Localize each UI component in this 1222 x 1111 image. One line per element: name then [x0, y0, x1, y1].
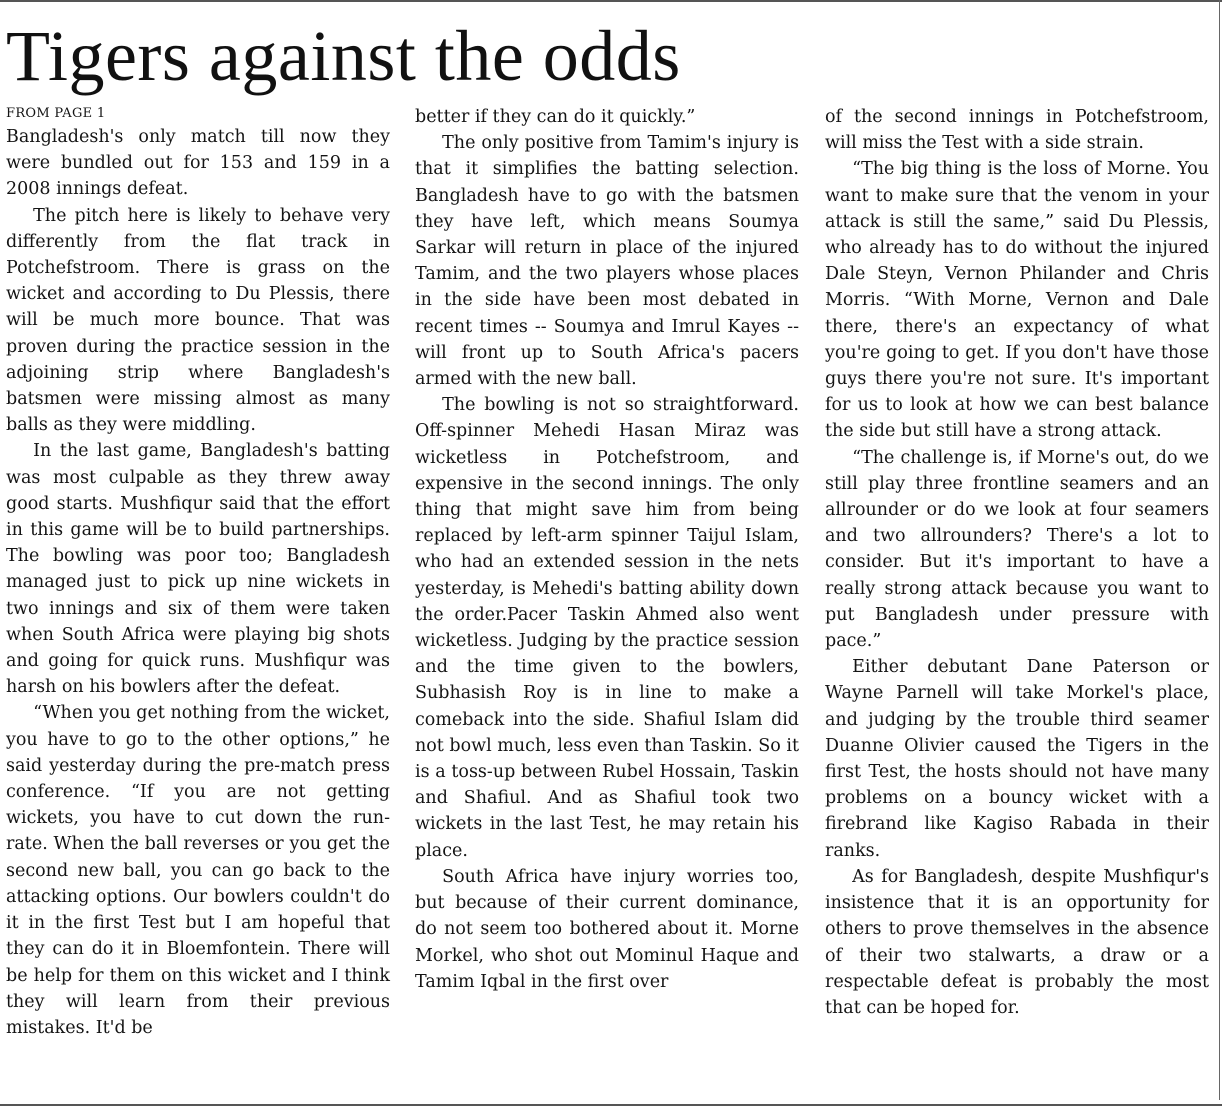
paragraph: of the second innings in Potchefstroom, will miss the Test with a side strain. — [825, 107, 1209, 154]
paragraph: better if they can do it quickly.” — [415, 107, 696, 127]
right-rule — [1219, 0, 1220, 1100]
top-rule — [0, 0, 1222, 2]
paragraph: “The big thing is the loss of Morne. You want to make sure that the venom in your attack is still the same,” said Du Plessis, who already has to do without the injured Dale Steyn, Vernon Philander and Chris Morris. “With Morne, Vernon and Dale there, there's an expectancy of what you're going to get. If you don't have those guys there you're not sure. It's important for us to look at how we can best balance the side but still have a strong attack. — [825, 159, 1209, 442]
article-column-1 — [6, 104, 390, 1100]
article-column-2 — [415, 104, 799, 1100]
paragraph: As for Bangladesh, despite Mushfiqur's insistence that it is an opportunity for others to prove themselves in the absence of their two stalwarts, a draw or a respectable defeat is probably the most that can be hoped for. — [825, 866, 1209, 1018]
paragraph: Bangladesh's only match till now they were bundled out for 153 and 159 in a 2008 innings defeat. — [6, 127, 390, 200]
headline: Tigers against the odds — [6, 16, 681, 96]
paragraph: “The challenge is, if Morne's out, do we still play three frontline seamers and an allrounder or do we look at four seamers and two allrounders? There's a lot to consider. But it's important to have a really strong attack because you want to put Bangladesh under pressure with pace.” — [825, 447, 1209, 652]
paragraph: “When you get nothing from the wicket, you have to go to the other options,” he said yesterday during the pre-match press conference. “If you are not getting wickets, you have to cut down the run-rate. When the ball reverses or you get the second new ball, you can go back to the attacking options. Our bowlers couldn't do it in the first Test but I am hopeful that they can do it in Bloemfontein. There will be help for them on this wicket and I think they will learn from their previous mistakes. It'd be — [6, 703, 390, 1038]
paragraph: Either debutant Dane Paterson or Wayne Parnell will take Morkel's place, and judging by the trouble third seamer Duanne Olivier caused the Tigers in the first Test, the hosts should not have many problems on a bouncy wicket with a firebrand like Kagiso Rabada in their ranks. — [825, 657, 1209, 861]
article-column-3 — [825, 104, 1209, 1100]
bottom-rule — [0, 1104, 1222, 1106]
paragraph: In the last game, Bangladesh's batting was most culpable as they threw away good starts. Mushfiqur said that the effort in this game will be to build partnerships. The bowling was poor too; Bangladesh managed just to pick up nine wickets in two innings and six of them were taken when South Africa were playing big shots and going for quick runs. Mushfiqur was harsh on his bowlers after the defeat. — [6, 441, 390, 698]
paragraph: The pitch here is likely to behave very differently from the flat track in Potchefstroom. There is grass on the wicket and according to Du Plessis, there will be much more bounce. That was proven during the practice session in the adjoining strip where Bangladesh's batsmen were missing almost as many balls as they were middling. — [6, 205, 390, 436]
paragraph: The bowling is not so straightforward. Off-spinner Mehedi Hasan Miraz was wicketless in Potchefstroom, and expensive in the second innings. The only thing that might save him from being replaced by left-arm spinner Taijul Islam, who had an extended session in the nets yesterday, is Mehedi's batting ability down the order.Pacer Taskin Ahmed also went wicketless. Judging by the practice session and the time given to the bowlers, Subhasish Roy is in line to make a comeback into the side. Shafiul Islam did not bowl much, less even than Taskin. So it is a toss-up between Rubel Hossain, Taskin and Shafiul. And as Shafiul took two wickets in the last Test, he may retain his place. — [415, 395, 799, 861]
continuation-kicker: FROM PAGE 1 — [6, 106, 106, 121]
paragraph: South Africa have injury worries too, but because of their current dominance, do not seem too bothered about it. Morne Morkel, who shot out Mominul Haque and Tamim Iqbal in the first over — [415, 866, 799, 992]
paragraph: The only positive from Tamim's injury is that it simplifies the batting selection. Bangladesh have to go with the batsmen they have left, which means Soumya Sarkar will return in place of the injured Tamim, and the two players whose places in the side have been most debated in recent times -- Soumya and Imrul Kayes -- will front up to South Africa's pacers armed with the new ball. — [415, 133, 799, 390]
